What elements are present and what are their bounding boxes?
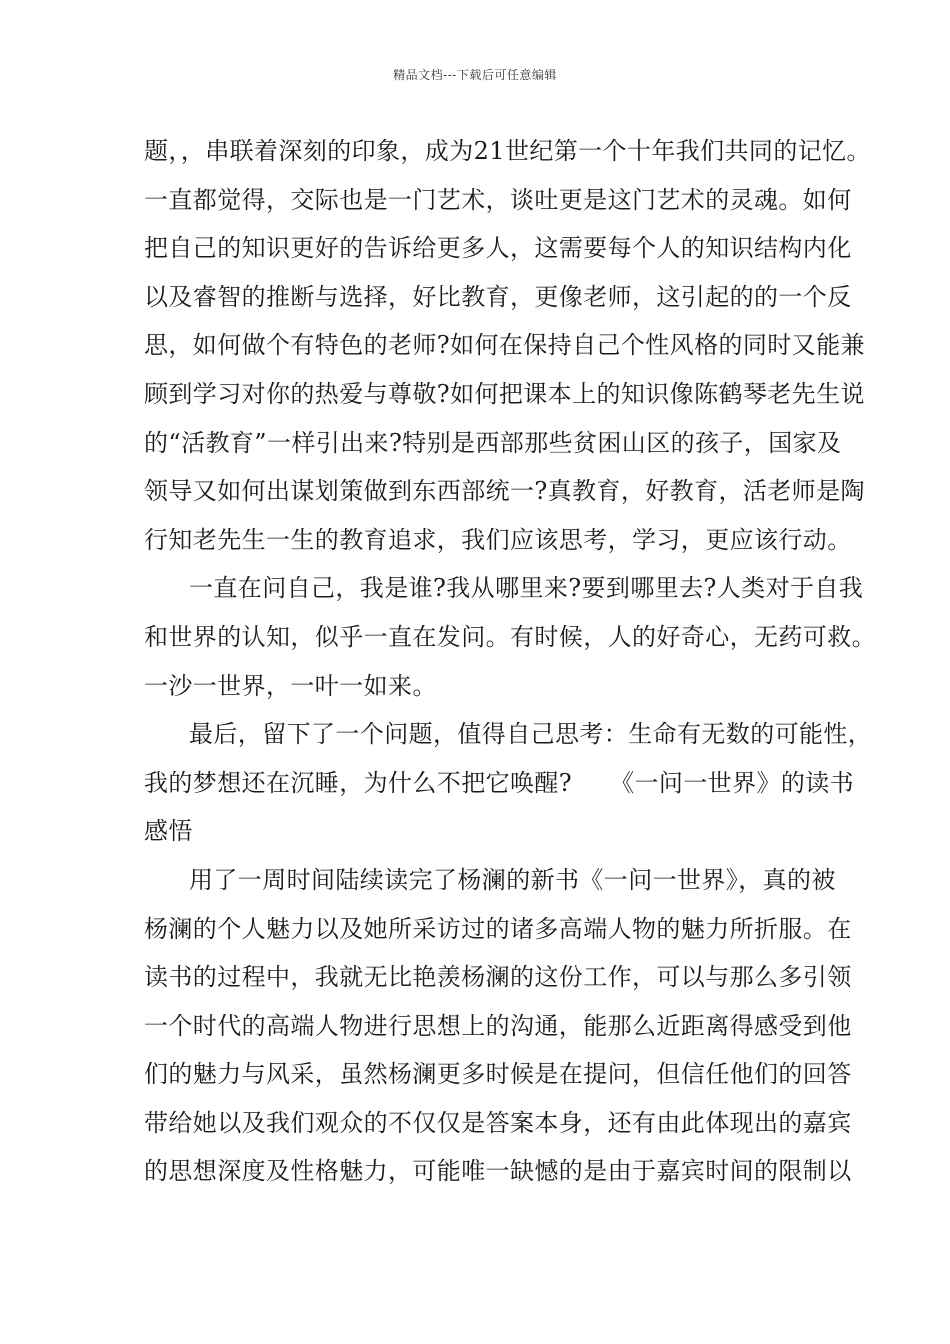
text-line: 领导又如何出谋划策做到东西部统一?真教育，好教育，活老师是陶	[144, 477, 865, 506]
text-line: 思，如何做个有特色的老师?如何在保持自己个性风格的同时又能兼	[144, 331, 865, 360]
text-line	[144, 759, 855, 808]
text-line: 带给她以及我们观众的不仅仅是答案本身，还有由此体现出的嘉宾	[144, 1108, 852, 1137]
text-line: 一个时代的高端人物进行思想上的沟通，能那么近距离得感受到他	[144, 1011, 852, 1040]
page-header: 精品文档---下载后可任意编辑	[393, 68, 557, 82]
paragraph-start-line: 用了一周时间陆续读完了杨澜的新书《一问一世界》，真的被	[189, 865, 836, 894]
text-line: 以及睿智的推断与选择，好比教育，更像老师，这引起的的一个反	[144, 282, 852, 311]
text-line: 题，，串联着深刻的印象，成为21世纪第一个十年我们共同的记忆。	[144, 137, 871, 165]
paragraph-start-line: 一直在问自己，我是谁?我从哪里来?要到哪里去?人类对于自我	[189, 574, 864, 603]
text-line: 和世界的认知，似乎一直在发问。有时候，人的好奇心，无药可救。	[144, 622, 876, 651]
text-segment: 我的梦想还在沉睡，为什么不把它唤醒?	[144, 768, 573, 797]
paragraph-start-line: 最后，留下了一个问题，值得自己思考：生命有无数的可能性，	[189, 720, 873, 749]
text-line: 一沙一世界，一叶一如来。	[144, 671, 437, 700]
text-line: 的思想深度及性格魅力，可能唯一缺憾的是由于嘉宾时间的限制以	[144, 1157, 852, 1186]
text-line: 顾到学习对你的热爱与尊敬?如何把课本上的知识像陈鹤琴老先生说	[144, 379, 865, 408]
text-line: 感悟	[144, 817, 193, 846]
essay-title-segment: 《一问一世界》的读书	[610, 768, 855, 797]
text-line: 杨澜的个人魅力以及她所采访过的诸多高端人物的魅力所折服。在	[144, 914, 852, 943]
text-line: 的“活教育”一样引出来?特别是西部那些贫困山区的孩子，国家及	[144, 428, 842, 457]
text-line: 读书的过程中，我就无比艳羡杨澜的这份工作，可以与那么多引领	[144, 963, 852, 992]
text-line: 行知老先生一生的教育追求，我们应该思考，学习，更应该行动。	[144, 525, 852, 554]
document-body	[144, 127, 876, 1196]
text-line: 一直都觉得，交际也是一门艺术，谈吐更是这门艺术的灵魂。如何	[144, 185, 852, 214]
text-line: 们的魅力与风采，虽然杨澜更多时候是在提问，但信任他们的回答	[144, 1060, 852, 1089]
text-line: 把自己的知识更好的告诉给更多人，这需要每个人的知识结构内化	[144, 234, 852, 263]
